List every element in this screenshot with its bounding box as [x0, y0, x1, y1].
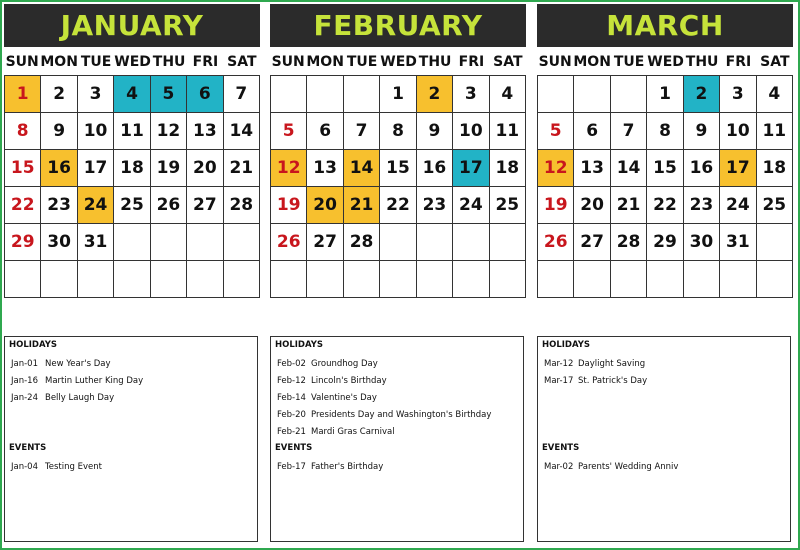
weekday-label: SAT	[227, 54, 257, 70]
weekday-label: MON	[306, 54, 344, 70]
empty-cell	[611, 261, 647, 298]
day-cell[interactable]: 21	[224, 150, 260, 187]
weekday-label: FRI	[192, 54, 219, 70]
empty-cell	[757, 224, 793, 261]
holiday-entry	[275, 427, 519, 444]
day-cell[interactable]: 1	[5, 76, 41, 113]
empty-cell	[151, 261, 187, 298]
day-cell[interactable]: 19	[538, 187, 574, 224]
weekday-label: MON	[40, 54, 78, 70]
event-date: Feb-17	[277, 462, 306, 472]
holiday-entry	[275, 410, 519, 427]
day-cell[interactable]: 2	[684, 76, 720, 113]
day-cell[interactable]: 10	[78, 113, 114, 150]
holiday-entry	[9, 359, 253, 376]
day-cell[interactable]: 4	[757, 76, 793, 113]
day-cell[interactable]: 23	[417, 187, 453, 224]
day-cell[interactable]: 18	[490, 150, 526, 187]
empty-cell	[611, 76, 647, 113]
holiday-date: Feb-21	[277, 427, 306, 437]
holiday-date: Mar-17	[544, 376, 574, 386]
day-cell[interactable]: 28	[611, 224, 647, 261]
event-name: Father's Birthday	[311, 462, 384, 472]
empty-cell	[224, 261, 260, 298]
day-cell[interactable]: 3	[453, 76, 489, 113]
holiday-entry	[9, 376, 253, 393]
day-cell[interactable]: 12	[271, 150, 307, 187]
day-cell[interactable]: 3	[720, 76, 756, 113]
event-name: Parents' Wedding Anniv	[578, 462, 679, 472]
empty-cell	[271, 76, 307, 113]
day-cell[interactable]: 23	[41, 187, 77, 224]
weekday-label: SUN	[5, 54, 39, 70]
day-cell[interactable]: 28	[344, 224, 380, 261]
day-cell[interactable]: 18	[757, 150, 793, 187]
day-cell[interactable]: 2	[41, 76, 77, 113]
day-cell[interactable]: 5	[151, 76, 187, 113]
day-cell[interactable]: 14	[344, 150, 380, 187]
weekday-header	[270, 49, 526, 75]
empty-cell	[453, 224, 489, 261]
day-cell[interactable]: 7	[611, 113, 647, 150]
day-cell[interactable]: 30	[684, 224, 720, 261]
day-cell[interactable]: 7	[224, 76, 260, 113]
day-cell[interactable]: 11	[114, 113, 150, 150]
day-cell[interactable]: 17	[720, 150, 756, 187]
day-cell[interactable]: 25	[114, 187, 150, 224]
month-1	[270, 4, 526, 298]
holiday-date: Jan-16	[11, 376, 38, 386]
holiday-name: Presidents Day and Washington's Birthday	[311, 410, 492, 420]
day-cell[interactable]: 22	[5, 187, 41, 224]
event-entry	[9, 462, 253, 479]
notes-box	[4, 336, 258, 542]
day-cell[interactable]: 15	[380, 150, 416, 187]
day-cell[interactable]: 6	[307, 113, 343, 150]
day-cell[interactable]: 7	[344, 113, 380, 150]
empty-cell	[187, 224, 223, 261]
empty-cell	[574, 261, 610, 298]
empty-cell	[307, 261, 343, 298]
weekday-label: SAT	[493, 54, 523, 70]
holiday-name: Martin Luther King Day	[45, 376, 144, 386]
day-cell[interactable]: 6	[574, 113, 610, 150]
day-cell[interactable]: 2	[417, 76, 453, 113]
day-cell[interactable]: 13	[307, 150, 343, 187]
day-cell[interactable]: 8	[380, 113, 416, 150]
day-cell[interactable]: 14	[611, 150, 647, 187]
empty-cell	[538, 76, 574, 113]
events-section	[542, 443, 786, 479]
empty-cell	[271, 261, 307, 298]
day-cell[interactable]: 26	[151, 187, 187, 224]
day-cell[interactable]: 27	[187, 187, 223, 224]
weekday-header	[4, 49, 260, 75]
day-cell[interactable]: 26	[538, 224, 574, 261]
weekday-label: WED	[114, 54, 151, 70]
empty-cell	[490, 224, 526, 261]
day-grid	[4, 75, 260, 298]
weekday-header	[537, 49, 793, 75]
holiday-entry	[542, 376, 786, 393]
day-cell[interactable]: 17	[453, 150, 489, 187]
day-cell[interactable]: 11	[757, 113, 793, 150]
holiday-entry	[275, 376, 519, 393]
holidays-section	[275, 340, 519, 444]
holiday-name: St. Patrick's Day	[578, 376, 648, 386]
holiday-name: Valentine's Day	[311, 393, 377, 403]
day-cell[interactable]: 1	[647, 76, 683, 113]
day-cell[interactable]: 28	[224, 187, 260, 224]
holiday-name: New Year's Day	[45, 359, 111, 369]
day-cell[interactable]: 9	[41, 113, 77, 150]
weekday-label: TUE	[613, 54, 645, 70]
empty-cell	[538, 261, 574, 298]
day-cell[interactable]: 19	[271, 187, 307, 224]
month-title: JANUARY	[4, 4, 260, 47]
event-name: Testing Event	[45, 462, 102, 472]
weekday-label: TUE	[80, 54, 112, 70]
weekday-label: THU	[418, 54, 452, 70]
weekday-label: FRI	[725, 54, 752, 70]
day-cell[interactable]: 27	[574, 224, 610, 261]
holiday-date: Feb-02	[277, 359, 306, 369]
event-date: Mar-02	[544, 462, 574, 472]
events-heading: EVENTS	[9, 443, 47, 453]
empty-cell	[78, 261, 114, 298]
empty-cell	[380, 261, 416, 298]
holiday-date: Jan-24	[11, 393, 38, 403]
holidays-heading: HOLIDAYS	[542, 340, 591, 350]
day-cell[interactable]: 10	[720, 113, 756, 150]
weekday-label: THU	[152, 54, 186, 70]
weekday-label: WED	[647, 54, 684, 70]
day-cell[interactable]: 13	[187, 113, 223, 150]
day-cell[interactable]: 12	[538, 150, 574, 187]
holiday-name: Daylight Saving	[578, 359, 646, 369]
weekday-label: SUN	[538, 54, 572, 70]
day-cell[interactable]: 31	[720, 224, 756, 261]
holiday-date: Feb-20	[277, 410, 306, 420]
holiday-entry	[275, 393, 519, 410]
day-cell[interactable]: 24	[720, 187, 756, 224]
day-cell[interactable]: 20	[187, 150, 223, 187]
day-cell[interactable]: 1	[380, 76, 416, 113]
holiday-entry	[9, 393, 253, 410]
day-cell[interactable]: 9	[417, 113, 453, 150]
holiday-date: Feb-12	[277, 376, 306, 386]
empty-cell	[417, 261, 453, 298]
holidays-section	[9, 340, 253, 410]
holiday-name: Lincoln's Birthday	[311, 376, 387, 386]
empty-cell	[720, 261, 756, 298]
day-cell[interactable]: 3	[78, 76, 114, 113]
day-cell[interactable]: 26	[271, 224, 307, 261]
holiday-name: Belly Laugh Day	[45, 393, 115, 403]
day-cell[interactable]: 18	[114, 150, 150, 187]
weekday-label: SAT	[760, 54, 790, 70]
day-cell[interactable]: 8	[5, 113, 41, 150]
day-cell[interactable]: 10	[453, 113, 489, 150]
empty-cell	[490, 261, 526, 298]
event-entry	[542, 462, 786, 479]
weekday-label: FRI	[458, 54, 485, 70]
day-cell[interactable]: 21	[611, 187, 647, 224]
day-cell[interactable]: 15	[5, 150, 41, 187]
events-heading: EVENTS	[275, 443, 313, 453]
holidays-section	[542, 340, 786, 393]
empty-cell	[417, 224, 453, 261]
day-cell[interactable]: 19	[151, 150, 187, 187]
empty-cell	[114, 261, 150, 298]
empty-cell	[5, 261, 41, 298]
day-cell[interactable]: 30	[41, 224, 77, 261]
notes-box	[270, 336, 524, 542]
day-cell[interactable]: 17	[78, 150, 114, 187]
empty-cell	[41, 261, 77, 298]
events-heading: EVENTS	[542, 443, 580, 453]
day-cell[interactable]: 13	[574, 150, 610, 187]
day-cell[interactable]: 27	[307, 224, 343, 261]
notes-box	[537, 336, 791, 542]
empty-cell	[453, 261, 489, 298]
day-cell[interactable]: 20	[307, 187, 343, 224]
empty-cell	[647, 261, 683, 298]
holidays-heading: HOLIDAYS	[275, 340, 324, 350]
empty-cell	[344, 76, 380, 113]
holidays-heading: HOLIDAYS	[9, 340, 58, 350]
day-cell[interactable]: 22	[380, 187, 416, 224]
day-cell[interactable]: 24	[78, 187, 114, 224]
empty-cell	[684, 261, 720, 298]
holiday-name: Mardi Gras Carnival	[311, 427, 395, 437]
day-cell[interactable]: 6	[187, 76, 223, 113]
day-cell[interactable]: 20	[574, 187, 610, 224]
holiday-entry	[542, 359, 786, 376]
holiday-name: Groundhog Day	[311, 359, 378, 369]
day-cell[interactable]: 5	[538, 113, 574, 150]
day-cell[interactable]: 9	[684, 113, 720, 150]
day-grid	[537, 75, 793, 298]
event-entry	[275, 462, 519, 479]
day-cell[interactable]: 4	[490, 76, 526, 113]
weekday-label: SUN	[271, 54, 305, 70]
day-cell[interactable]: 14	[224, 113, 260, 150]
empty-cell	[344, 261, 380, 298]
day-cell[interactable]: 8	[647, 113, 683, 150]
events-section	[275, 443, 519, 479]
day-cell[interactable]: 23	[684, 187, 720, 224]
day-cell[interactable]: 24	[453, 187, 489, 224]
day-cell[interactable]: 4	[114, 76, 150, 113]
empty-cell	[151, 224, 187, 261]
weekday-label: TUE	[346, 54, 378, 70]
events-section	[9, 443, 253, 479]
empty-cell	[574, 76, 610, 113]
day-cell[interactable]: 25	[490, 187, 526, 224]
day-cell[interactable]: 31	[78, 224, 114, 261]
month-0	[4, 4, 260, 298]
day-cell[interactable]: 16	[417, 150, 453, 187]
holiday-date: Feb-14	[277, 393, 306, 403]
empty-cell	[380, 224, 416, 261]
month-title: FEBRUARY	[270, 4, 526, 47]
weekday-label: WED	[380, 54, 417, 70]
day-cell[interactable]: 5	[271, 113, 307, 150]
holiday-date: Jan-01	[11, 359, 38, 369]
event-date: Jan-04	[11, 462, 38, 472]
holiday-entry	[275, 359, 519, 376]
month-title: MARCH	[537, 4, 793, 47]
day-cell[interactable]: 29	[647, 224, 683, 261]
holiday-date: Mar-12	[544, 359, 574, 369]
day-cell[interactable]: 25	[757, 187, 793, 224]
empty-cell	[307, 76, 343, 113]
day-cell[interactable]: 29	[5, 224, 41, 261]
empty-cell	[757, 261, 793, 298]
day-grid	[270, 75, 526, 298]
day-cell[interactable]: 22	[647, 187, 683, 224]
empty-cell	[187, 261, 223, 298]
weekday-label: MON	[573, 54, 611, 70]
empty-cell	[114, 224, 150, 261]
empty-cell	[224, 224, 260, 261]
day-cell[interactable]: 15	[647, 150, 683, 187]
day-cell[interactable]: 16	[684, 150, 720, 187]
day-cell[interactable]: 21	[344, 187, 380, 224]
month-2	[537, 4, 793, 298]
day-cell[interactable]: 11	[490, 113, 526, 150]
day-cell[interactable]: 16	[41, 150, 77, 187]
day-cell[interactable]: 12	[151, 113, 187, 150]
weekday-label: THU	[685, 54, 719, 70]
